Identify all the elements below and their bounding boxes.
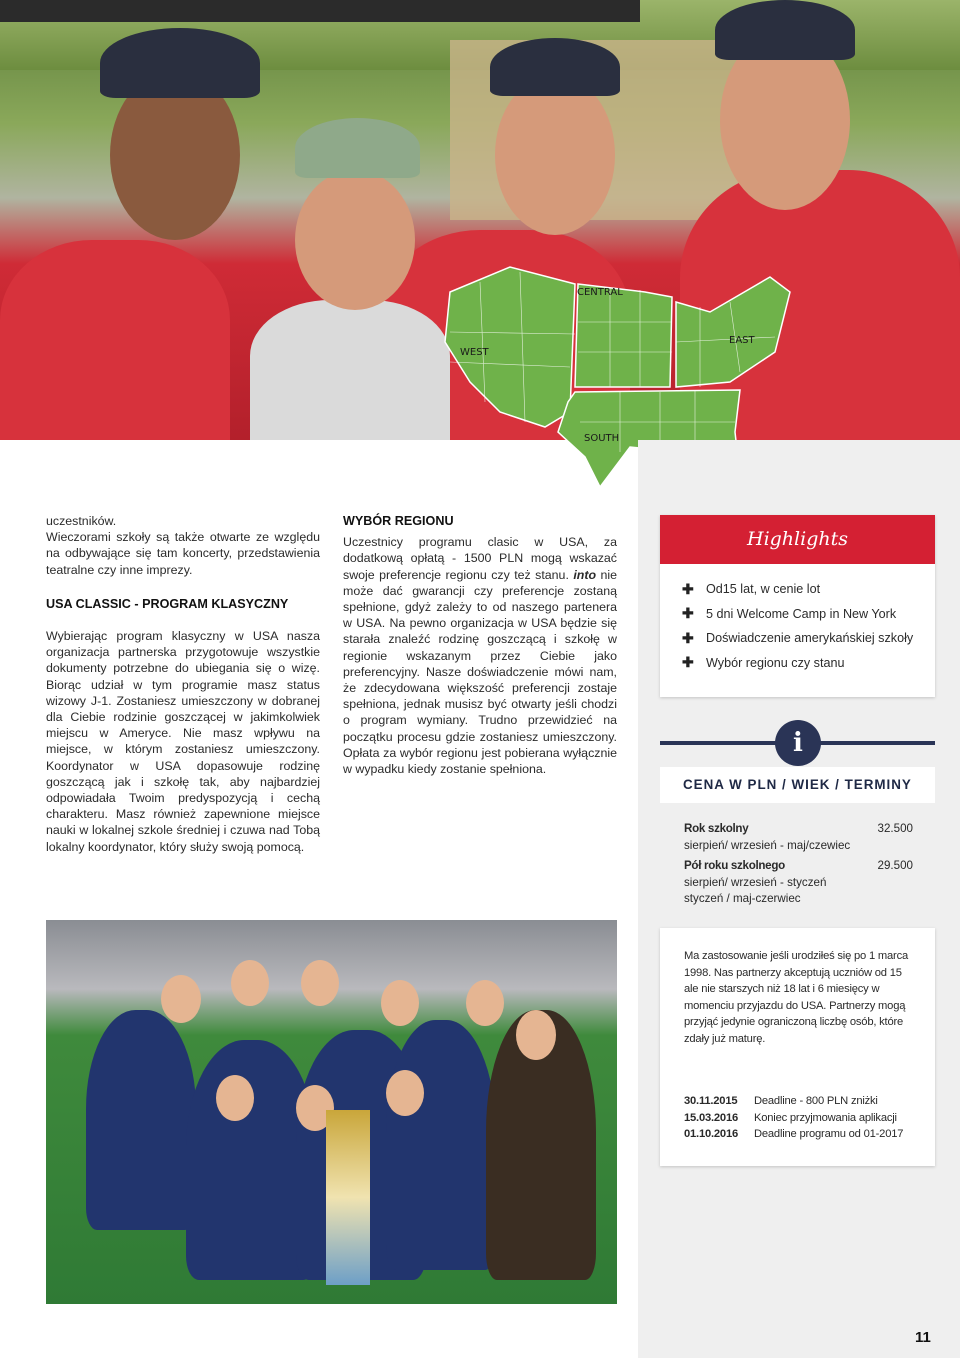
pricing-label: Pół roku szkolnego <box>684 859 785 872</box>
pricing-dates: styczeń / maj-czerwiec <box>684 892 801 905</box>
text: Uczestnicy programu clasic w USA, za dodatkową opłatą - 1500 PLN mogą wskazać swoje preferencje regionu czy też stanu. <box>343 535 617 582</box>
pricing-label: Rok szkolny <box>684 822 749 835</box>
highlight-item: ✚ 5 dni Welcome Camp in New York <box>682 605 897 622</box>
map-label-central: CENTRAL <box>577 287 623 298</box>
pricing-value: 32.500 <box>877 822 913 835</box>
notes-card <box>660 928 935 1166</box>
map-label-west: WEST <box>460 347 489 358</box>
central-region <box>575 284 672 387</box>
highlight-item: ✚ Od15 lat, w cenie lot <box>682 580 821 597</box>
paragraph: Wieczorami szkoły są także otwarte ze względu na odbywające się tam koncerty, przedstawienia teatralne czy inne imprezy. <box>46 530 320 577</box>
plus-icon: ✚ <box>682 654 694 671</box>
plus-icon: ✚ <box>682 605 694 622</box>
pricing-dates: sierpień/ wrzesień - styczeń <box>684 875 827 889</box>
pricing-header: CENA W PLN / WIEK / TERMINY <box>660 767 935 803</box>
page-number: 11 <box>915 1329 931 1346</box>
deadline-row: 01.10.2016 Deadline programu od 01-2017 <box>684 1128 904 1140</box>
highlights-card <box>660 515 935 697</box>
paragraph <box>343 534 617 777</box>
highlight-item: ✚ Doświadczenie amerykańskiej szkoły <box>682 629 914 646</box>
paragraph: uczestników. <box>46 514 117 528</box>
eligibility-note: Ma zastosowanie jeśli urodziłeś się po 1 marca 1998. Nas partnerzy akceptują uczniów od 15 ale nie starszych niż 18 lat i 6 miesięcy w momenciu przyjazdu do USA. Partnerzy mogą przyjąć jedynie ograniczoną liczbę osób, które zdały już maturę. <box>684 950 908 1045</box>
map-label-south: SOUTH <box>584 433 620 444</box>
deadline-row: 30.11.2015 Deadline - 800 PLN zniżki <box>684 1095 878 1107</box>
section-heading: USA CLASSIC - PROGRAM KLASYCZNY <box>46 596 289 611</box>
highlight-item: ✚ Wybór regionu czy stanu <box>682 654 845 671</box>
plus-icon: ✚ <box>682 629 694 646</box>
section-heading: WYBÓR REGIONU <box>343 514 454 528</box>
pricing-list <box>660 803 935 908</box>
highlights-title: Highlights <box>660 515 935 564</box>
pricing-value: 29.500 <box>877 859 913 872</box>
team-photo <box>46 920 617 1304</box>
deadline-row: 15.03.2016 Koniec przyjmowania aplikacji <box>684 1111 897 1124</box>
brand-name: into <box>573 567 597 582</box>
plus-icon: ✚ <box>682 580 694 597</box>
pricing-dates: sierpień/ wrzesień - maj/czewiec <box>684 838 851 852</box>
east-region <box>676 277 790 387</box>
text: nie może dać gwarancji czy preferencje zostaną spełnione, gdyż zależy to od naszego partenera w USA. Na pewno organizacja w USA będzie się starała znaleźć rodzinę goszczącą i szkołę w regionie wskazanym przez Ciebie jako preferencyjny. Nasze doświadczenie mówi nam, że zdecydowana większość preferencji zostaje spełniona, jednak musisz być otwarty jeśli chodzi o program wymiany. Trudno przewidzieć na początku procesu gdzie zostaniesz umieszczony. Opłata za wybór regionu jest pobierana wyłącznie w wypadku kiedy zostanie spełniona. <box>343 567 617 777</box>
left-column <box>46 513 320 855</box>
map-label-east: EAST <box>729 335 755 346</box>
paragraph: Wybierając program klasyczny w USA nasza organizacja partnerska przygotowuje wszystkie dokumenty potrzebne do ubiegania się o wizę. Biorąc udział w tym programie masz status wizowy J-1. Zostaniesz umieszczony w dobranej dla Ciebie rodzinie goszczącej w jakimkolwiek miejscu w Ameryce. Nie masz wpływu na miejsce, w którym zostaniesz umieszczony. Koordynator w USA dopasowuje rodzinę goszczącą jak i szkołę tak, aby najbardziej odpowiadała Twoim predyspozycją i cechą charakteru. Masz również zapewnione miejsce nauki w lokalnej szkole średniej i czuwa nad Tobą lokalny koordynator, który służy swoją pomocą. <box>46 629 320 854</box>
middle-column <box>343 513 617 777</box>
info-icon: i <box>775 720 821 766</box>
